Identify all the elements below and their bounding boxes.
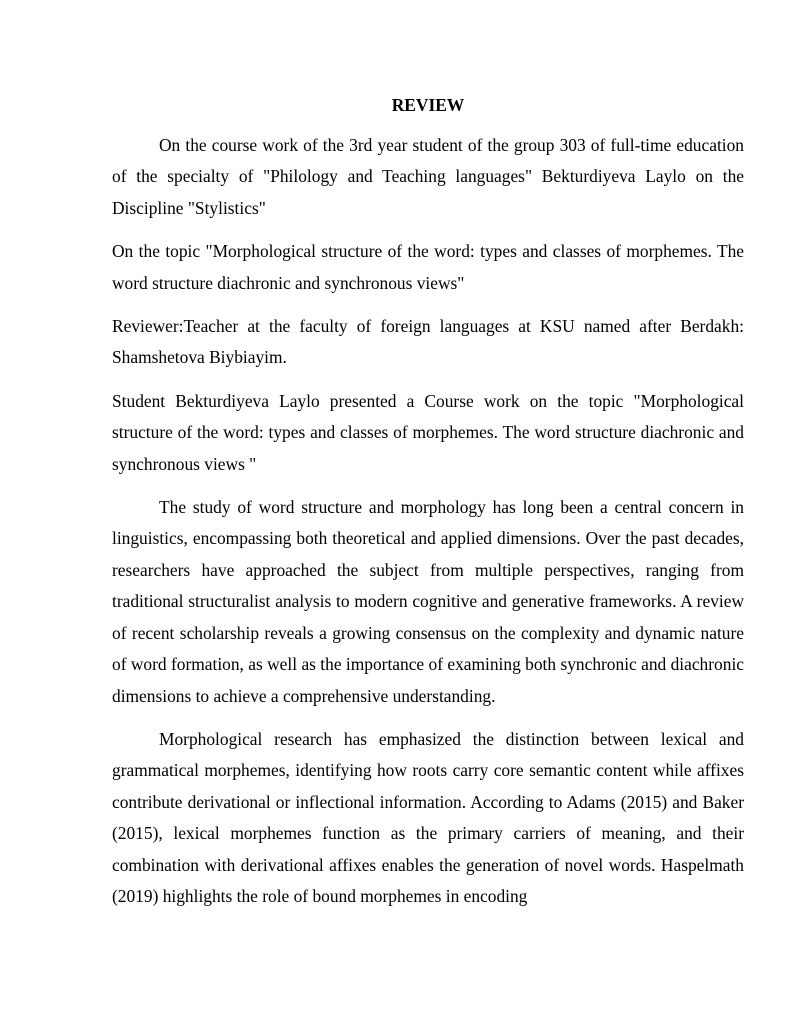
paragraph-study-overview: The study of word structure and morphology has long been a central concern in linguistics, encompassing both theoretical and applied dimensions. Over the past decades, researchers have approached the subject from multiple perspectives, ranging from traditional structuralist analysis to modern cognitive and generative frameworks. A review of recent scholarship reveals a growing consensus on the complexity and dynamic nature of word formation, as well as the importance of examining both synchronic and diachronic dimensions to achieve a comprehensive understanding. <box>112 497 744 706</box>
document-page <box>112 92 744 924</box>
paragraph-morphological-research: Morphological research has emphasized the distinction between lexical and grammatical morphemes, identifying how roots carry core semantic content while affixes contribute derivational or inflectional information. According to Adams (2015) and Baker (2015), lexical morphemes function as the primary carriers of meaning, and their combination with derivational affixes enables the generation of novel words. Haspelmath (2019) highlights the role of bound morphemes in encoding <box>112 728 744 906</box>
document-title: REVIEW <box>391 95 465 115</box>
paragraph-course-work: On the course work of the 3rd year student of the group 303 of full-time education of the specialty of "Philology and Teaching languages" Bekturdiyeva Laylo on the Discipline "Stylistics" <box>112 135 744 218</box>
paragraph-reviewer: Reviewer:Teacher at the faculty of foreign languages at KSU named after Berdakh: Shamshetova Biybiayim. <box>112 316 744 368</box>
paragraph-topic: On the topic "Morphological structure of the word: types and classes of morphemes. The word structure diachronic and synchronous views" <box>112 241 744 293</box>
paragraph-student: Student Bekturdiyeva Laylo presented a Course work on the topic "Morphological structure of the word: types and classes of morphemes. The word structure diachronic and synchronous views " <box>112 390 744 474</box>
